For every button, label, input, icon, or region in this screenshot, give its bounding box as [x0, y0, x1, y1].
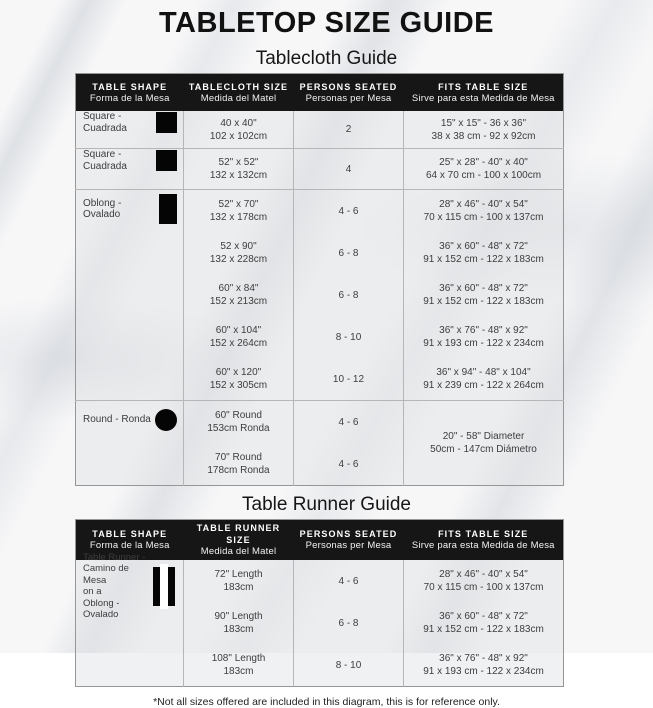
size-in: 108" Length: [211, 653, 266, 664]
size-in: 60" x 104": [215, 325, 262, 336]
shape-label: Round - Ronda: [83, 414, 151, 426]
shape-cell: [76, 190, 184, 401]
fits-cm: 91 x 152 cm - 122 x 183cm: [423, 254, 544, 265]
header-fits-table-size-en: FITS TABLE SIZE: [438, 81, 529, 92]
fits-in: 28" x 46" - 40" x 54": [439, 199, 528, 210]
persons-cell: 4: [294, 149, 404, 190]
size-cell: [184, 190, 294, 233]
fits-in: 15" x 15" - 36 x 36": [440, 117, 527, 129]
size-cell: [184, 232, 294, 274]
fits-in: 36" x 76" - 48" x 92": [439, 653, 528, 664]
fits-cell: [404, 401, 564, 486]
persons-cell: 8 - 10: [294, 644, 404, 687]
fits-cell: [404, 274, 564, 316]
fits-cm: 91 x 152 cm - 122 x 183cm: [423, 296, 544, 307]
header-table-shape-en: TABLE SHAPE: [92, 81, 168, 92]
size-cm: 183cm: [223, 666, 254, 677]
fits-in: 28" x 46" - 40" x 54": [439, 569, 528, 580]
fits-cm: 70 x 115 cm - 100 x 137cm: [423, 582, 544, 593]
size-cm: 178cm Ronda: [207, 465, 270, 476]
page-title: TABLETOP SIZE GUIDE: [159, 7, 494, 39]
size-cm: 183cm: [223, 582, 254, 593]
size-in: 60" x 120": [215, 367, 262, 378]
size-cm: 152 x 305cm: [209, 380, 268, 391]
fits-in: 36" x 60" - 48" x 72": [439, 283, 528, 294]
header-persons-seated-es: Personas per Mesa: [305, 92, 392, 104]
size-cell: [184, 401, 294, 444]
shape-cell: [76, 111, 184, 149]
fits-in: 36" x 76" - 48" x 92": [439, 325, 528, 336]
shape-label-line: Table Runner -: [83, 551, 146, 563]
fits-cm: 64 x 70 cm - 100 x 100cm: [425, 170, 542, 181]
table-runner-table: [75, 519, 564, 687]
shape-cell: [76, 401, 184, 486]
table-row: [76, 401, 564, 444]
size-in: 60" Round: [215, 410, 262, 421]
size-in: 52" x 70": [218, 199, 259, 210]
persons-cell: 4 - 6: [294, 190, 404, 233]
size-cell: [184, 274, 294, 316]
shape-cell: [76, 551, 184, 687]
tablecloth-header-row: [76, 74, 564, 112]
header-fits-table-size: [404, 74, 564, 112]
shape-label: Oblong - Ovalado: [83, 197, 122, 220]
size-cell: [184, 149, 294, 190]
size-cm: 153cm Ronda: [207, 423, 270, 434]
size-in: 52 x 90": [220, 241, 257, 252]
size-cm: 132 x 178cm: [209, 212, 268, 223]
fits-cm: 50cm - 147cm Diámetro: [430, 444, 537, 455]
header-table-runner-size-es: Medida del Matel: [200, 546, 277, 557]
fits-in: 36" x 60" - 48" x 72": [439, 611, 528, 622]
persons-cell: 10 - 12: [294, 358, 404, 401]
size-cell: [184, 602, 294, 644]
header-fits-table-size-en: FITS TABLE SIZE: [438, 529, 529, 539]
size-cell: [184, 443, 294, 486]
size-cm: 183cm: [223, 624, 254, 635]
footnote: *Not all sizes offered are included in this diagram, this is for reference only.: [153, 696, 500, 708]
circle-icon: [155, 409, 177, 431]
fits-cm: 91 x 152 cm - 122 x 183cm: [423, 624, 544, 635]
runner-stripe-part: [160, 564, 168, 609]
fits-cm: 91 x 193 cm - 122 x 234cm: [423, 338, 544, 349]
size-in: 70" Round: [215, 452, 262, 463]
fits-in: 36" x 60" - 48" x 72": [439, 241, 528, 252]
fits-cell: [404, 190, 564, 233]
size-cell: [184, 111, 294, 149]
square-icon: [156, 112, 177, 133]
header-persons-seated-en: PERSONS SEATED: [299, 81, 398, 92]
header-table-runner-size: [184, 520, 294, 561]
persons-cell: 4 - 6: [294, 401, 404, 444]
fits-cm: 91 x 239 cm - 122 x 264cm: [423, 380, 544, 391]
shape-label: [83, 552, 153, 621]
table-row: [76, 560, 564, 602]
fits-cm: 38 x 38 cm - 92 x 92cm: [431, 130, 536, 142]
shape-label: Square - Cuadrada: [83, 149, 127, 172]
fits-cell: [404, 316, 564, 358]
fits-cell: [404, 602, 564, 644]
size-cell: [184, 316, 294, 358]
fits-cell: [404, 358, 564, 401]
tablecloth-table: [75, 73, 564, 486]
fits-cm: 70 x 115 cm - 100 x 137cm: [423, 212, 544, 223]
fits-cell: [404, 111, 564, 149]
header-tablecloth-size-es: Medida del Matel: [200, 92, 277, 104]
header-tablecloth-size: [184, 74, 294, 112]
size-in: 72" Length: [214, 569, 263, 580]
header-table-shape-es: Forma de la Mesa: [89, 540, 170, 551]
size-in: 52" x 52": [218, 157, 259, 168]
persons-cell: 8 - 10: [294, 316, 404, 358]
size-cm: 132 x 132cm: [209, 170, 268, 181]
header-tablecloth-size-en: TABLECLOTH SIZE: [188, 81, 289, 92]
square-icon: [156, 150, 177, 171]
header-table-shape-en: TABLE SHAPE: [92, 529, 168, 539]
table-row: [76, 111, 564, 149]
size-in: 60" x 84": [218, 283, 259, 294]
fits-cell: [404, 149, 564, 190]
size-cm: 152 x 264cm: [209, 338, 268, 349]
persons-cell: 2: [294, 111, 404, 149]
shape-label: Square - Cuadrada: [83, 111, 127, 134]
fits-in: 36" x 94" - 48" x 104": [436, 367, 531, 378]
persons-cell: 4 - 6: [294, 560, 404, 602]
fits-cell: [404, 560, 564, 602]
table-row: [76, 149, 564, 190]
header-persons-seated-es: Personas per Mesa: [305, 540, 392, 551]
fits-in: 25" x 28" - 40" x 40": [439, 157, 528, 168]
size-cell: [184, 358, 294, 401]
size-cell: [184, 644, 294, 687]
persons-cell: 4 - 6: [294, 443, 404, 486]
header-table-shape: [76, 74, 184, 112]
shape-label-line: Camino de Mesa: [83, 563, 129, 586]
shape-cell: [76, 149, 184, 190]
header-fits-table-size: [404, 520, 564, 561]
shape-label-line: Oblong - Ovalado: [83, 597, 120, 620]
header-persons-seated: [294, 74, 404, 112]
table-runner-icon: [153, 564, 175, 609]
header-fits-table-size-es: Sirve para esta Medida de Mesa: [411, 92, 555, 104]
persons-cell: 6 - 8: [294, 274, 404, 316]
header-fits-table-size-es: Sirve para esta Medida de Mesa: [411, 540, 555, 551]
size-cm: 102 x 102cm: [209, 130, 268, 142]
tablecloth-guide-title: Tablecloth Guide: [255, 48, 398, 69]
size-cm: 132 x 228cm: [209, 254, 268, 265]
size-cell: [184, 560, 294, 602]
fits-in: 20" - 58" Diameter: [442, 431, 525, 442]
header-persons-seated-en: PERSONS SEATED: [299, 529, 398, 539]
persons-cell: 6 - 8: [294, 232, 404, 274]
fits-cell: [404, 644, 564, 687]
size-cm: 152 x 213cm: [209, 296, 268, 307]
shape-label-line: on a: [83, 586, 102, 597]
fits-cell: [404, 232, 564, 274]
table-row: [76, 190, 564, 233]
header-table-runner-size-en: TABLE RUNNER SIZE: [196, 523, 281, 545]
header-table-shape-es: Forma de la Mesa: [89, 92, 170, 104]
size-in: 40 x 40": [220, 117, 257, 129]
size-in: 90" Length: [214, 611, 263, 622]
header-persons-seated: [294, 520, 404, 561]
fits-cm: 91 x 193 cm - 122 x 234cm: [423, 666, 544, 677]
oblong-rectangle-icon: [159, 194, 177, 224]
persons-cell: 6 - 8: [294, 602, 404, 644]
table-runner-guide-title: Table Runner Guide: [242, 494, 411, 515]
